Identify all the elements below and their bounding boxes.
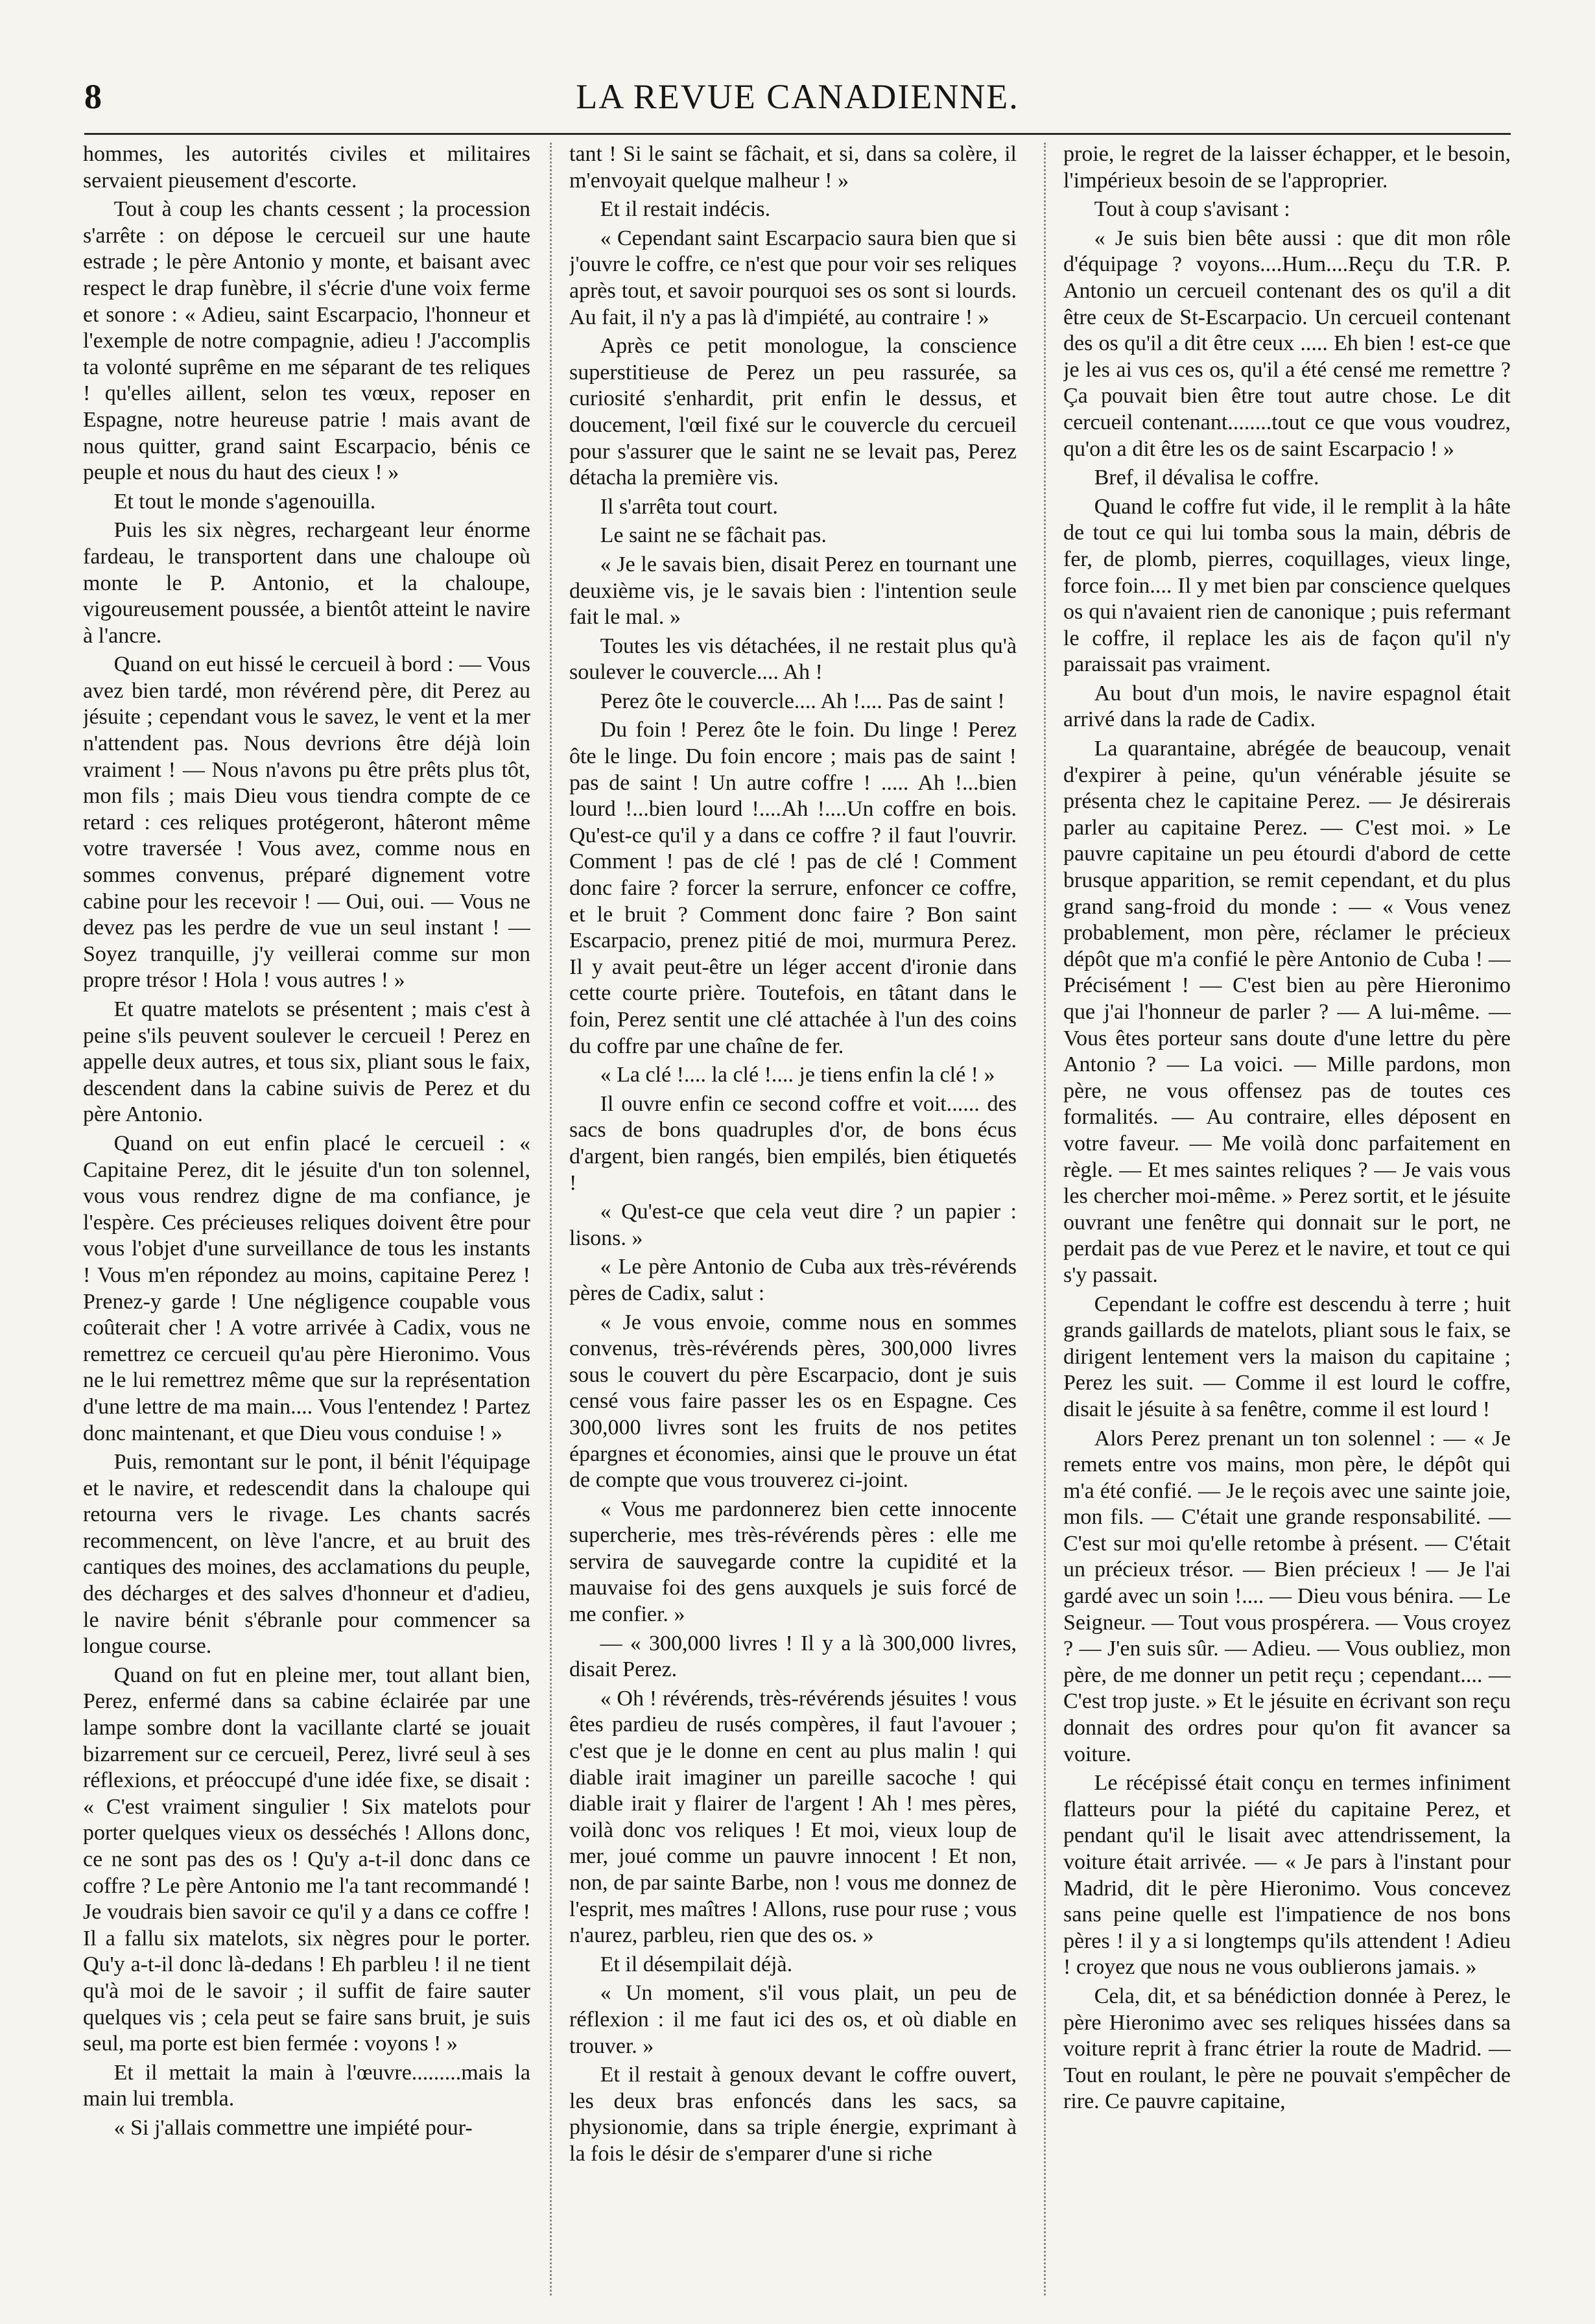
paragraph: Puis les six nègres, rechargeant leur énorme fardeau, le transportent dans une chaloupe où monte le P. Antonio, et la chaloupe, vigoureusement poussée, a bientôt atteint le navire à l'ancre. <box>83 518 530 648</box>
paragraph: « Le père Antonio de Cuba aux très-révérends pères de Cadix, salut : <box>569 1255 1017 1305</box>
paragraph: « Qu'est-ce que cela veut dire ? un papier : lisons. » <box>569 1200 1017 1250</box>
paragraph: tant ! Si le saint se fâchait, et si, dans sa colère, il m'envoyait quelque malheur ! » <box>569 142 1017 193</box>
paragraph: « Si j'allais commettre une impiété pour- <box>113 2115 473 2140</box>
page-number: 8 <box>84 77 102 116</box>
paragraph: Quand le coffre fut vide, il le remplit à la hâte de tout ce qui lui tomba sous la main, débris de fer, de plomb, pierres, coquillages, vieux linge, force foin.... Il y met bien par conscience quelques os qui n'avaient rien de canonique ; puis refermant le coffre, il replace les ais de façon qu'il n'y paraissait pas vraiment. <box>1063 494 1511 677</box>
column-separator <box>550 143 552 2295</box>
text-column-3 <box>1063 141 1511 2301</box>
paragraph: Puis, remontant sur le pont, il bénit l'équipage et le navire, et redescendit dans la chaloupe qui retourna vers le rivage. Les chants sacrés recommencent, on lève l'ancre, et au bruit des cantiques des moines, des acclamations du peuple, des décharges et des salves d'honneur et d'adieu, le navire bénit s'ébranle pour commencer sa longue course. <box>83 1450 530 1659</box>
page-header <box>84 77 1511 128</box>
paragraph: — « 300,000 livres ! Il y a là 300,000 livres, disait Perez. <box>569 1631 1017 1682</box>
paragraph: Et il mettait la main à l'œuvre.........mais la main lui trembla. <box>83 2060 530 2111</box>
paragraph: Toutes les vis détachées, il ne restait plus qu'à soulever le couvercle.... Ah ! <box>569 634 1017 685</box>
paragraph: Quand on eut enfin placé le cercueil : « Capitaine Perez, dit le jésuite d'un ton solennel, vous vous rendrez digne de ma confiance, je l'espère. Ces précieuses reliques doivent être pour vous l'objet d'une surveillance de tous les instants ! Vous m'en répondez au moins, capitaine Perez ! Prenez-y garde ! Une négligence coupable vous coûterait cher ! A votre arrivée à Cadix, vous ne remettrez ce cercueil qu'au père Hieronimo. Vous ne le lui remettrez même que sur la représentation d'une lettre de ma main.... Vous l'entendez ! Partez donc maintenant, et que Dieu vous conduise ! » <box>83 1131 530 1445</box>
paragraph: Il ouvre enfin ce second coffre et voit...... des sacs de bons quadruples d'or, de bons écus d'argent, bien rangés, bien empilés, bien étiquetés ! <box>569 1091 1017 1195</box>
paragraph: Le récépissé était conçu en termes infiniment flatteurs pour la piété du capitaine Perez, et pendant qu'il le lisait avec attendrissement, la voiture était arrivée. — « Je pars à l'instant pour Madrid, dit le père Hieronimo. Vous concevez sans peine quelle est l'impatience de nos bons pères ! il y a si longtemps qu'ils attendent ! Adieu ! croyez que nous ne vous oublierons jamais. » <box>1063 1771 1511 1980</box>
paragraph: Cela, dit, et sa bénédiction donnée à Perez, le père Hieronimo avec ses reliques hissées dans sa voiture reprit à franc étrier la route de Madrid. — Tout en roulant, le père ne pouvait s'empêcher de rire. Ce pauvre capitaine, <box>1063 1984 1511 2114</box>
paragraph: « Un moment, s'il vous plait, un peu de réflexion : il me faut ici des os, et où diable en trouver. » <box>569 1981 1017 2058</box>
paragraph: « Vous me pardonnerez bien cette innocente supercherie, mes très-révérends pères : elle me servira de sauvegarde contre la cupidité et la mauvaise foi des gens auxquels je suis forcé de me confier. » <box>569 1497 1017 1627</box>
paragraph: Après ce petit monologue, la conscience superstitieuse de Perez un peu rassurée, sa curiosité s'enhardit, prit enfin le dessus, et doucement, l'œil fixé sur le couvercle du cercueil pour s'assurer que le saint ne se levait pas, Perez détacha la première vis. <box>569 334 1017 490</box>
paragraph: « Cependant saint Escarpacio saura bien que si j'ouvre le coffre, ce n'est que pour voir ses reliques après tout, et savoir pourquoi ses os sont si lourds. Au fait, il n'y a pas là d'impiété, au contraire ! » <box>569 226 1017 329</box>
column-separator <box>1044 143 1046 2295</box>
paragraph: Quand on eut hissé le cercueil à bord : — Vous avez bien tardé, mon révérend père, dit Perez au jésuite ; cependant vous le savez, le vent et la mer n'attendent pas. Nous devrions être déjà loin vraiment ! — Nous n'avons pu être prêts plus tôt, mon fils ; mais Dieu vous tiendra compte de ce retard : ces reliques protégeront, hâteront même votre traversée ! Vous avez, comme nous en sommes convenus, préparé dignement votre cabine pour les recevoir ! — Oui, oui. — Vous ne devez pas les perdre de vue un seul instant ! — Soyez tranquille, j'y veillerai comme sur mon propre trésor ! Hola ! vous autres ! » <box>83 652 530 993</box>
paragraph: Le saint ne se fâchait pas. <box>600 523 827 548</box>
text-column-2 <box>569 141 1017 2301</box>
paragraph: Tout à coup s'avisant : <box>1094 197 1290 222</box>
paragraph: « Je suis bien bête aussi : que dit mon rôle d'équipage ? voyons....Hum....Reçu du T.R. P. Antonio un cercueil contenant des os qu'il a dit être ceux de St-Escarpacio. Un cercueil contenant des os qu'il a dit être ceux ..... Eh bien ! est-ce que je les ai vus ces os, qu'il a été censé me remettre ? Ça pouvait bien être tout autre chose. Le dit cercueil contenant........tout ce que vous voudrez, qu'on a dit être les os de saint Escarpacio ! » <box>1063 226 1511 461</box>
paragraph: Cependant le coffre est descendu à terre ; huit grands gaillards de matelots, pliant sous le faix, se dirigent lentement vers la maison du capitaine ; Perez les suit. — Comme il est lourd le coffre, disait le jésuite à sa fenêtre, comme il est lourd ! <box>1063 1292 1511 1421</box>
paragraph: « Oh ! révérends, très-révérends jésuites ! vous êtes pardieu de rusés compères, il faut l'avouer ; c'est que je le donne en cent au plus malin ! qui diable irait imaginer un pareille sacoche ! qui diable irait y flairer de l'argent ! Ah ! mes pères, voilà donc vos reliques ! Et moi, vieux loup de mer, joué comme un pauvre innocent ! Et non, non, de par sainte Barbe, non ! vous me donnez de l'esprit, mes maîtres ! Allons, ruse pour ruse ; vous n'aurez, parbleu, rien que des os. » <box>569 1686 1017 1948</box>
paragraph: Tout à coup les chants cessent ; la procession s'arrête : on dépose le cercueil sur une haute estrade ; le père Antonio y monte, et baisant avec respect le drap funèbre, il s'écrie d'une voix ferme et sonore : « Adieu, saint Escarpacio, l'honneur et l'exemple de notre compagnie, adieu ! J'accomplis ta volonté suprême en me séparant de tes reliques ! qu'elles aillent, selon tes vœux, reposer en Espagne, notre heureuse patrie ! mais avant de nous quitter, grand saint Escarpacio, bénis ce peuple et nous du haut des cieux ! » <box>83 197 530 485</box>
paragraph: Et quatre matelots se présentent ; mais c'est à peine s'ils peuvent soulever le cercueil ! Perez en appelle deux autres, et tous six, pliant sous le faix, descendent dans la cabine suivis de Perez et du père Antonio. <box>83 997 530 1127</box>
paragraph: Et tout le monde s'agenouilla. <box>113 489 376 514</box>
paragraph: Et il restait indécis. <box>600 197 771 222</box>
paragraph: hommes, les autorités civiles et militaires servaient pieusement d'escorte. <box>83 142 530 193</box>
paragraph: proie, le regret de la laisser échapper, et le besoin, l'impérieux besoin de se l'approprier. <box>1063 142 1511 193</box>
header-rule <box>84 133 1511 135</box>
paragraph: Perez ôte le couvercle.... Ah !.... Pas de saint ! <box>600 689 1005 713</box>
paragraph: « Je le savais bien, disait Perez en tournant une deuxième vis, je le savais bien : l'intention seule fait le mal. » <box>569 552 1017 630</box>
paragraph: Au bout d'un mois, le navire espagnol était arrivé dans la rade de Cadix. <box>1063 681 1511 732</box>
paragraph: Et il restait à genoux devant le coffre ouvert, les deux bras enfoncés dans les sacs, sa physionomie, dans sa triple énergie, exprimant à la fois le désir de s'emparer d'une si riche <box>569 2063 1017 2166</box>
running-head: LA REVUE CANADIENNE. <box>576 77 1019 116</box>
paragraph: « Je vous envoie, comme nous en sommes convenus, très-révérends pères, 300,000 livres sous le couvert du père Escarpacio, dont je suis censé vous faire passer les os en Espagne. Ces 300,000 livres sont les fruits de nos petites épargnes et économies, ainsi que le prouve un état de compte que vous trouverez ci-joint. <box>569 1310 1017 1493</box>
paragraph: Quand on fut en pleine mer, tout allant bien, Perez, enfermé dans sa cabine éclairée par une lampe sombre dont la vacillante clarté se jouait bizarrement sur ce cercueil, Perez, livré seul à ses réflexions, et préoccupé d'une idée fixe, se disait : « C'est vraiment singulier ! Six matelots pour porter quelques vieux os desséchés ! Allons donc, ce ne sont pas des os ! Qu'y a-t-il donc dans ce coffre ? Le père Antonio me l'a tant recommandé ! Je voudrais bien savoir ce qu'il y a dans ce coffre ! Il a fallu six matelots, six nègres pour le porter. Qu'y a-t-il donc là-dedans ! Eh parbleu ! il ne tient qu'à moi de le savoir ; il suffit de faire sauter quelques vis ; cela peut se faire sans bruit, je suis seul, ma porte est bien fermée : voyons ! » <box>83 1663 530 2056</box>
paragraph: Bref, il dévalisa le coffre. <box>1094 466 1319 490</box>
text-column-1 <box>83 141 530 2301</box>
paragraph: « La clé !.... la clé !.... je tiens enfin la clé ! » <box>600 1063 995 1087</box>
paragraph: Alors Perez prenant un ton solennel : — « Je remets entre vos mains, mon père, le dépôt qui m'a été confié. — Je le reçois avec une sainte joie, mon fils. — C'était une grande responsabilité. — C'est sur moi qu'elle retombe à présent. — C'était un précieux trésor. — Bien précieux ! — Je l'ai gardé avec un soin !.... — Dieu vous bénira. — Le Seigneur. — Tout vous prospérera. — Vous croyez ? — J'en suis sûr. — Adieu. — Vous oubliez, mon père, de me donner un petit reçu ; cependant.... — C'est trop juste. » Et le jésuite en écrivant son reçu donnait des ordres pour qu'on fit avancer sa voiture. <box>1063 1426 1511 1766</box>
paragraph: Il s'arrêta tout court. <box>600 494 778 519</box>
paragraph: Et il désempilait déjà. <box>600 1952 793 1976</box>
paragraph: La quarantaine, abrégée de beaucoup, venait d'expirer à peine, qu'un vénérable jésuite se présenta chez le capitaine Perez. — Je désirerais parler au capitaine Perez. — C'est moi. » Le pauvre capitaine un peu étourdi d'abord de cette brusque apparition, se remit cependant, et du plus grand sang-froid du monde : — « Vous venez probablement, mon père, réclamer le précieux dépôt que m'a confié le père Antonio de Cuba ! — Précisément ! — C'est bien au père Hieronimo que j'ai l'honneur de parler ? — A lui-même. — Vous êtes porteur sans doute d'une lettre du père Antonio ? — La voici. — Mille pardons, mon père, ne vous offensez pas de toutes ces formalités. — Au contraire, elles déposent en votre faveur. — Me voilà donc parfaitement en règle. — Et mes saintes reliques ? — Je vais vous les chercher moi-même. » Perez sortit, et le jésuite ouvrant une fenêtre qui donnait sur le port, ne perdait pas de vue Perez et le navire, et tout ce qui s'y passait. <box>1063 737 1511 1287</box>
paragraph: Du foin ! Perez ôte le foin. Du linge ! Perez ôte le linge. Du foin encore ; mais pas de saint ! pas de saint ! Un autre coffre ! ..... Ah !...bien lourd !...bien lourd !....Ah !....Un coffre en bois. Qu'est-ce qu'il y a dans ce coffre ? il faut l'ouvrir. Comment ! pas de clé ! pas de clé ! Comment donc faire ? forcer la serrure, enfoncer ce coffre, et le bruit ? Comment donc faire ? Bon saint Escarpacio, prenez pitié de moi, murmura Perez. Il y avait peut-être un léger accent d'ironie dans cette courte prière. Toutefois, en tâtant dans le foin, Perez sentit une clé attachée à l'un des coins du coffre par une chaîne de fer. <box>569 718 1017 1058</box>
